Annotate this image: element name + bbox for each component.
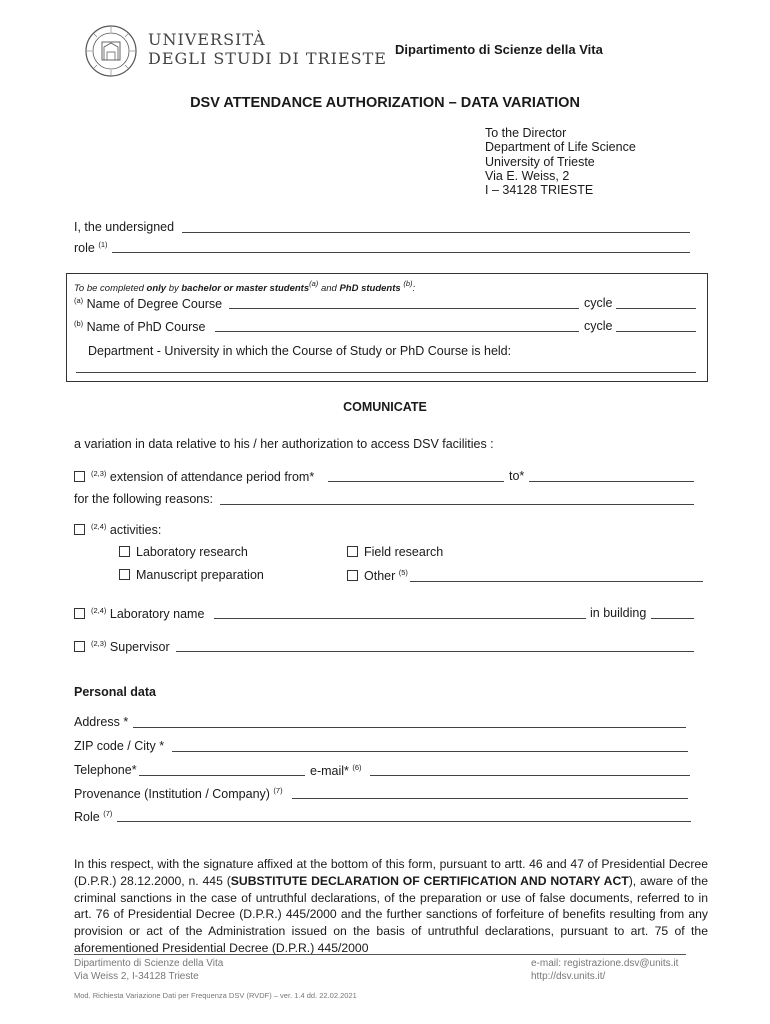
address-field[interactable] xyxy=(133,715,686,728)
address-line: Department of Life Science xyxy=(485,140,636,155)
activity-laboratory-research: Laboratory research xyxy=(119,545,248,559)
email-field[interactable] xyxy=(370,763,690,776)
extension-to-field[interactable] xyxy=(529,469,694,482)
variation-text: a variation in data relative to his / her authorization to access DSV facilities : xyxy=(74,437,494,451)
extension-checkbox[interactable] xyxy=(74,471,85,482)
phd-cycle-field[interactable] xyxy=(616,319,696,332)
form-title: DSV ATTENDANCE AUTHORIZATION – DATA VARIATION xyxy=(190,95,580,111)
activities-checkbox[interactable] xyxy=(74,524,85,535)
provenance-field[interactable] xyxy=(292,786,688,799)
footer-divider xyxy=(74,954,686,955)
address-line: To the Director xyxy=(485,126,567,140)
laboratory-option: $^{(2,4)}$ Laboratory name xyxy=(74,606,204,621)
role-label: role $^{(1)}$ xyxy=(74,240,108,255)
telephone-label: Telephone* xyxy=(74,763,137,777)
activities-option: $^{(2,4)}$ activities: xyxy=(74,522,161,537)
footer-contacts xyxy=(531,957,678,983)
address-line: University of Trieste xyxy=(485,154,595,169)
university-seal-logo xyxy=(85,25,137,77)
phd-course-field[interactable] xyxy=(215,319,579,332)
university-name-line1: UNIVERSITÀ xyxy=(148,30,266,49)
address-line: Via E. Weiss, 2 xyxy=(485,168,570,183)
students-note: To be completed only by bachelor or master students$^{(a)}$ and PhD students $^{(b)}$: xyxy=(74,279,416,294)
phd-course-label: $^{(b)}$ Name of PhD Course xyxy=(74,319,206,334)
phd-cycle-label: cycle xyxy=(584,319,613,333)
manuscript-preparation-checkbox[interactable] xyxy=(119,569,130,580)
supervisor-field[interactable] xyxy=(176,639,694,652)
supervisor-option: $^{(2,3)}$ Supervisor xyxy=(74,639,170,654)
reasons-field[interactable] xyxy=(220,492,694,505)
provenance-label: Provenance (Institution / Company) $^{(7)}$ xyxy=(74,786,283,801)
role-field[interactable] xyxy=(112,240,690,253)
activity-field-research: Field research xyxy=(347,545,443,559)
footer-email[interactable]: e-mail: registrazione.dsv@units.it xyxy=(531,958,679,969)
degree-course-field[interactable] xyxy=(229,296,579,309)
recipient-address xyxy=(485,126,636,197)
extension-from-field[interactable] xyxy=(328,469,504,482)
degree-cycle-label: cycle xyxy=(584,296,613,310)
activity-other: Other $^{(5)}$ xyxy=(347,568,408,583)
footer-address xyxy=(74,957,223,983)
other-checkbox[interactable] xyxy=(347,570,358,581)
department-name: Dipartimento di Scienze della Vita xyxy=(395,42,603,57)
footer-website[interactable]: http://dsv.units.it/ xyxy=(531,971,606,982)
footer-street: Via Weiss 2, I-34128 Trieste xyxy=(74,971,199,982)
building-field[interactable] xyxy=(651,606,694,619)
footer-department: Dipartimento di Scienze della Vita xyxy=(74,958,224,969)
personal-data-heading: Personal data xyxy=(74,685,156,699)
activity-manuscript-preparation: Manuscript preparation xyxy=(119,568,264,582)
department-university-label: Department - University in which the Course of Study or PhD Course is held: xyxy=(88,344,512,358)
zip-city-label: ZIP code / City * xyxy=(74,739,165,753)
field-research-checkbox[interactable] xyxy=(347,546,358,557)
undersigned-label: I, the undersigned xyxy=(74,220,175,234)
supervisor-checkbox[interactable] xyxy=(74,641,85,652)
declaration-paragraph: In this respect, with the signature affixed at the bottom of this form, pursuant to artt. 46 and 47 of Presidential Decree (D.P.R.) 28.12.2000, n. 445 (SUBSTITUTE DECLARATION OF CERTIFICATION AND NOTARY ACT), aware of the criminal sanctions in the case of untruthful declarations, of the preparation or use of false documents, referred to in art. 76 of Presidential Decree (D.P.R.) 445/2000 and the further sanctions of forfeiture of benefits resulting from any provision or act of the Administration issued on the basis of untruthful declarations, pursuant to art. 75 of the aforementioned Presidential Decree (D.P.R.) 445/2000 xyxy=(74,857,708,955)
laboratory-research-checkbox[interactable] xyxy=(119,546,130,557)
form-reference: Mod. Richiesta Variazione Dati per Frequenza DSV (RVDF) – ver. 1.4 dd. 22.02.2021 xyxy=(74,991,357,1000)
undersigned-field[interactable] xyxy=(182,220,690,233)
building-label: in building xyxy=(590,606,647,620)
personal-role-field[interactable] xyxy=(117,809,691,822)
address-line: I – 34128 TRIESTE xyxy=(485,183,594,198)
telephone-field[interactable] xyxy=(139,763,305,776)
laboratory-name-field[interactable] xyxy=(214,606,586,619)
degree-cycle-field[interactable] xyxy=(616,296,696,309)
email-label: e-mail* $^{(6)}$ xyxy=(310,763,362,778)
zip-city-field[interactable] xyxy=(172,739,688,752)
reasons-label: for the following reasons: xyxy=(74,492,213,506)
extension-to-label: to* xyxy=(509,469,525,483)
extension-option: $^{(2,3)}$ extension of attendance period from* xyxy=(74,469,314,484)
department-university-field[interactable] xyxy=(76,360,696,373)
university-name-line2: DEGLI STUDI DI TRIESTE xyxy=(148,49,387,68)
laboratory-checkbox[interactable] xyxy=(74,608,85,619)
communicate-heading: COMUNICATE xyxy=(343,400,427,414)
address-label: Address * xyxy=(74,715,129,729)
personal-role-label: Role $^{(7)}$ xyxy=(74,809,113,824)
other-field[interactable] xyxy=(410,569,703,582)
degree-course-label: $^{(a)}$ Name of Degree Course xyxy=(74,296,223,311)
